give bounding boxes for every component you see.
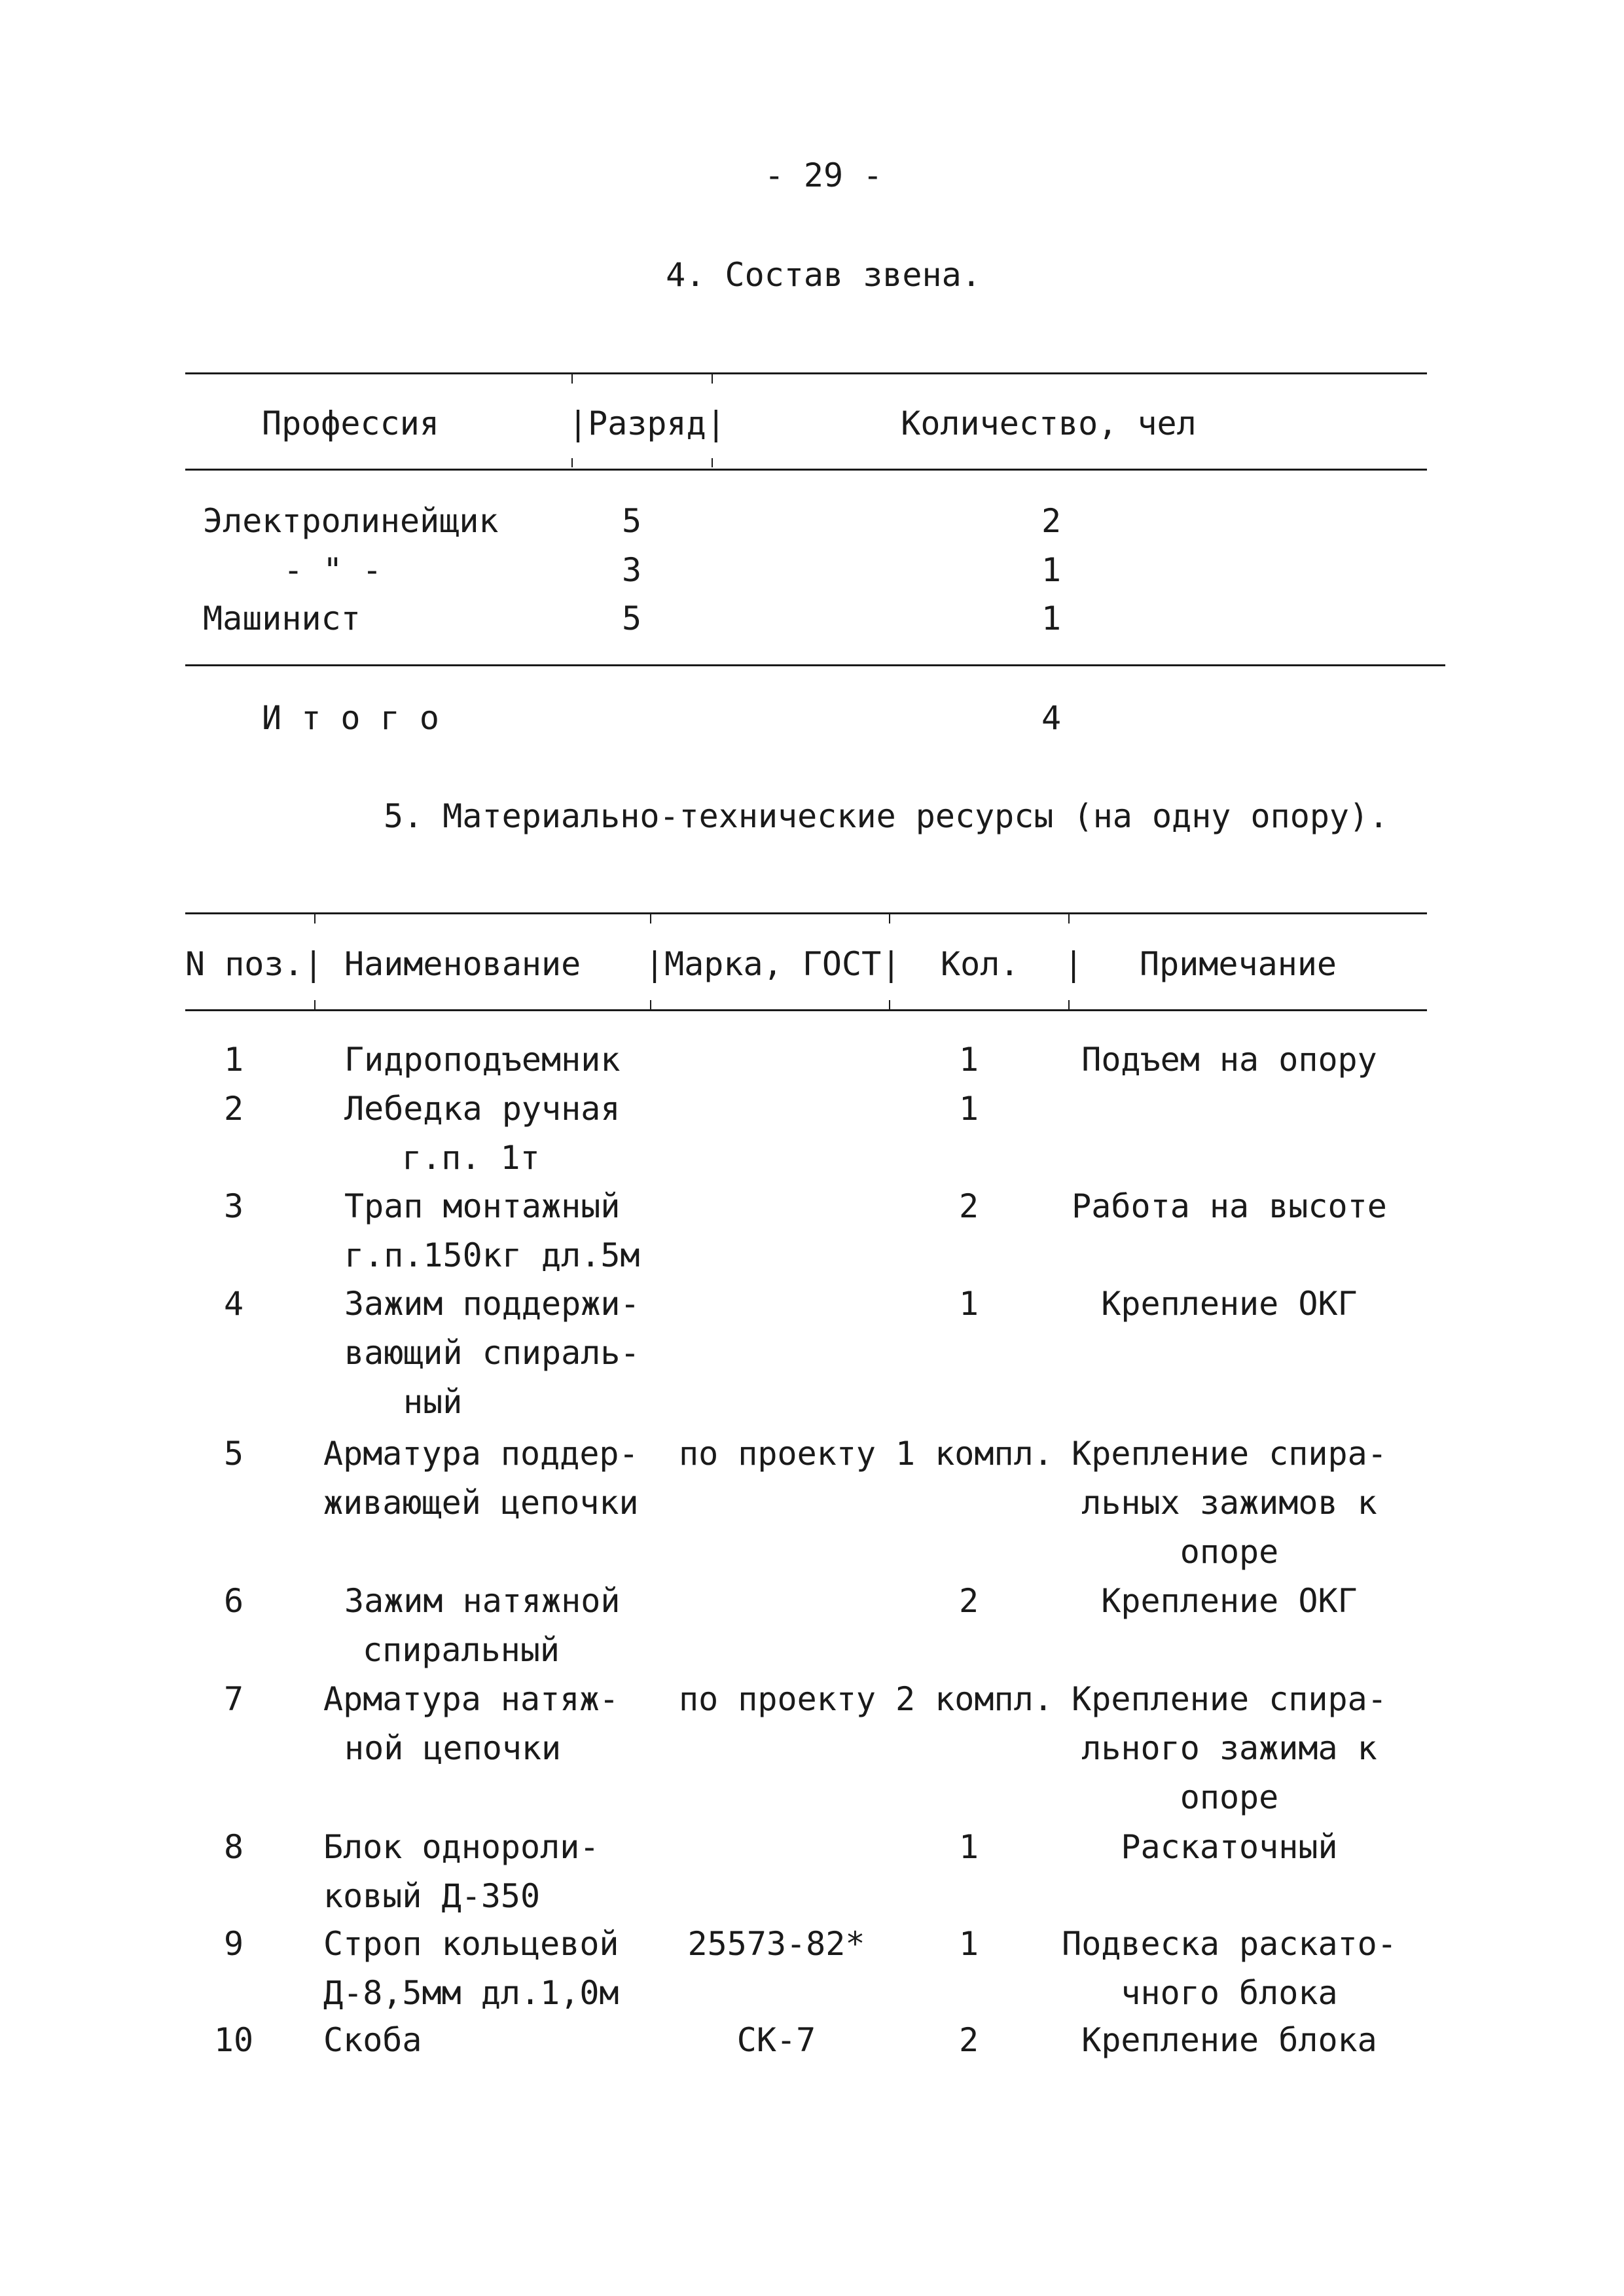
pos-cell: 5 (223, 1435, 244, 1473)
pos-cell: 3 (223, 1187, 244, 1225)
name-line: г.п. 1т (402, 1139, 540, 1177)
header-qty: Кол. (941, 945, 1020, 983)
mark-cell: по проекту (679, 1680, 876, 1718)
grade-cell: 5 (621, 502, 642, 540)
total-rule (185, 664, 1445, 666)
header-count: Количество, чел (901, 404, 1197, 442)
mark-cell: по проекту (679, 1435, 876, 1473)
name-line: Блок однороли- (323, 1828, 600, 1866)
name-line: Арматура натяж- (323, 1680, 619, 1718)
qty-cell: 2 (958, 1187, 979, 1225)
column-tick (571, 458, 573, 467)
qty-cell: 1 компл. (895, 1435, 1053, 1473)
name-line: Строп кольцевой (323, 1925, 619, 1963)
note-line: Подвеска раскато- (1062, 1925, 1397, 1963)
name-line: Трап монтажный (344, 1187, 621, 1225)
header-profession: Профессия (262, 404, 439, 442)
column-tick (889, 914, 890, 924)
header-bottom-rule (185, 1009, 1427, 1011)
note-line: Крепление спира- (1072, 1435, 1387, 1473)
note-line: опоре (1180, 1778, 1279, 1816)
column-tick (1068, 1000, 1070, 1009)
pos-cell: 9 (223, 1925, 244, 1963)
pos-cell: 10 (213, 2021, 254, 2059)
name-line: живающей цепочки (323, 1484, 639, 1522)
qty-cell: 2 (958, 2021, 979, 2059)
count-cell: 1 (1041, 600, 1062, 637)
qty-cell: 1 (958, 1925, 979, 1963)
page-number: - 29 - (764, 156, 883, 194)
qty-cell: 1 (958, 1285, 979, 1323)
note-line: льных зажимов к (1081, 1484, 1377, 1522)
note-line: опоре (1180, 1533, 1279, 1571)
note-line: Крепление спира- (1072, 1680, 1387, 1718)
name-line: Зажим натяжной (344, 1582, 621, 1620)
grade-cell: 5 (621, 600, 642, 637)
header-pos: N поз.| (185, 945, 323, 983)
qty-cell: 2 (958, 1582, 979, 1620)
header-name: Наименование (344, 945, 581, 983)
note-line: Крепление ОКГ (1101, 1582, 1358, 1620)
total-value: 4 (1041, 699, 1062, 737)
column-tick (712, 458, 713, 467)
pos-cell: 7 (223, 1680, 244, 1718)
note-line: льного зажима к (1081, 1729, 1377, 1767)
section-4-title: 4. Состав звена. (666, 256, 981, 294)
header-mark: |Марка, ГОСТ| (645, 945, 901, 983)
qty-cell: 2 компл. (895, 1680, 1053, 1718)
count-cell: 2 (1041, 502, 1062, 540)
count-cell: 1 (1041, 551, 1062, 589)
table-top-rule (185, 372, 1427, 374)
note-line: Раскаточный (1121, 1828, 1338, 1866)
name-line: вающий спираль- (344, 1334, 640, 1372)
header-bottom-rule (185, 469, 1427, 471)
name-line: Гидроподъемник (344, 1041, 621, 1079)
name-line: Лебедка ручная (344, 1090, 621, 1128)
column-tick (889, 1000, 890, 1009)
qty-cell: 1 (958, 1828, 979, 1866)
name-line: ковый Д-350 (323, 1877, 541, 1915)
header-separator: | (1064, 945, 1084, 983)
note-line: чного блока (1121, 1974, 1338, 2012)
section-5-title: 5. Материально-технические ресурсы (на одну опору). (384, 797, 1389, 835)
table-top-rule (185, 912, 1427, 914)
note-line: Крепление ОКГ (1101, 1285, 1358, 1323)
column-tick (712, 374, 713, 384)
mark-cell: СК-7 (736, 2021, 816, 2059)
column-tick (571, 374, 573, 384)
name-line: ной цепочки (344, 1729, 562, 1767)
header-grade: |Разряд| (568, 404, 726, 442)
name-line: Арматура поддер- (323, 1435, 639, 1473)
pos-cell: 4 (223, 1285, 244, 1323)
pos-cell: 6 (223, 1582, 244, 1620)
qty-cell: 1 (958, 1041, 979, 1079)
pos-cell: 2 (223, 1090, 244, 1128)
mark-cell: 25573-82* (687, 1925, 865, 1963)
name-line: ный (403, 1383, 463, 1421)
name-line: спиральный (363, 1631, 560, 1669)
name-line: Д-8,5мм дл.1,0м (323, 1974, 619, 2012)
note-line: Подъем на опору (1081, 1041, 1377, 1079)
profession-cell: Электролинейщик (203, 502, 499, 540)
name-line: Скоба (323, 2021, 422, 2059)
note-line: Крепление блока (1081, 2021, 1377, 2059)
qty-cell: 1 (958, 1090, 979, 1128)
total-label: И т о г о (262, 699, 439, 737)
column-tick (314, 914, 316, 924)
pos-cell: 8 (223, 1828, 244, 1866)
note-line: Работа на высоте (1072, 1187, 1387, 1225)
name-line: Зажим поддержи- (344, 1285, 640, 1323)
grade-cell: 3 (621, 551, 642, 589)
column-tick (650, 1000, 651, 1009)
column-tick (314, 1000, 316, 1009)
profession-cell: - " - (283, 551, 382, 589)
column-tick (650, 914, 651, 924)
pos-cell: 1 (223, 1041, 244, 1079)
header-note: Примечание (1140, 945, 1337, 983)
column-tick (1068, 914, 1070, 924)
name-line: г.п.150кг дл.5м (344, 1236, 640, 1274)
profession-cell: Машинист (203, 600, 361, 637)
